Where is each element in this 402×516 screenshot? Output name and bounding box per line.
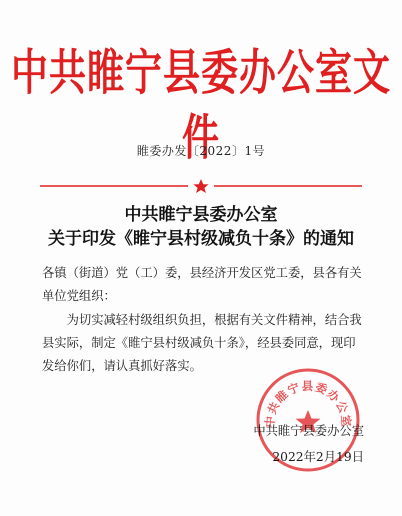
red-divider-rule [40,178,362,194]
issuer-name: 中共睢宁县委办公室 [253,424,364,438]
notice-title-line2: 关于印发《睢宁县村级减负十条》的通知 [48,229,354,249]
seal-text: 中共睢宁县委办公室 [262,379,354,429]
issue-date: 2022年2月19日 [272,450,364,464]
body-paragraph: 为切实减轻村级组织负担，根据有关文件精神，结合我县实际，制定《睢宁县村级减负十条》，经县委同意，现印发给你们，请认真抓好落实。 [42,313,362,373]
notice-title-line1: 中共睢宁县委办公室 [124,205,278,225]
document-number: 睢委办发〔2022〕1号 [136,144,266,158]
recipients-text: 各镇（街道）党（工）委，县经济开发区党工委，县各有关单位党组织： [42,266,362,303]
star-icon [193,179,208,193]
signature-block [253,418,364,470]
masthead-title: 中共睢宁县委办公室文件 [11,44,391,166]
notice-title [0,203,402,251]
